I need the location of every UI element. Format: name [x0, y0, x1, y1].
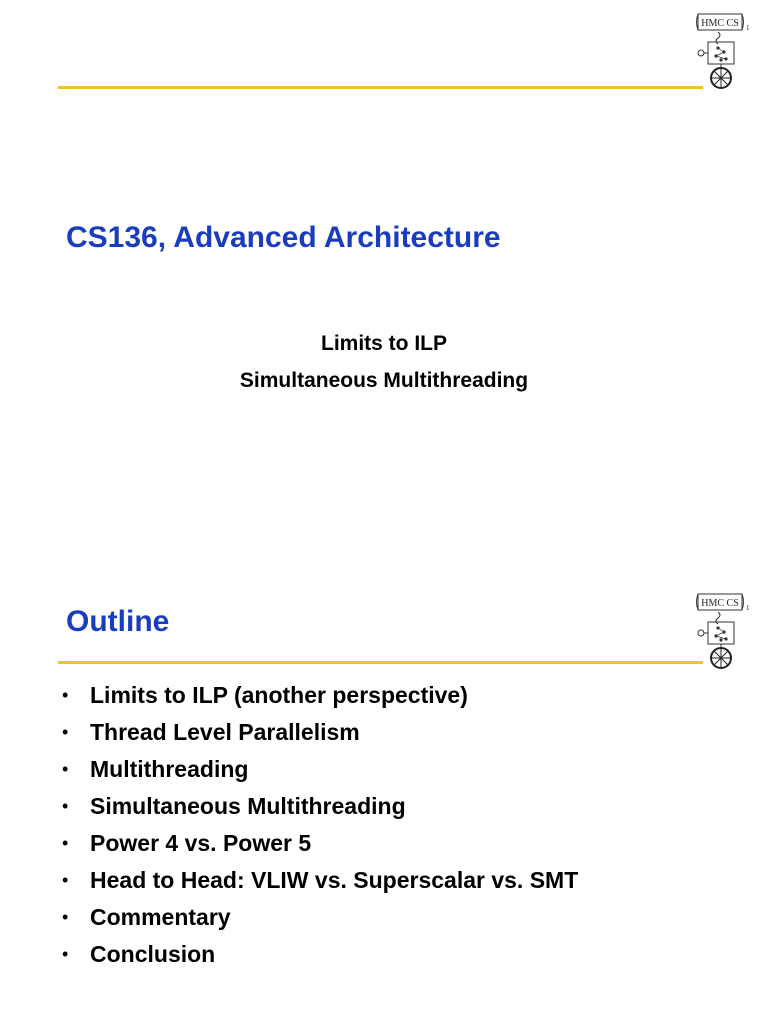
- bullet-icon: •: [62, 870, 69, 890]
- list-item-text: Simultaneous Multithreading: [90, 793, 406, 819]
- header-rule: [58, 661, 703, 664]
- slide-title: Outline: [66, 605, 170, 638]
- bullet-icon: •: [62, 833, 69, 853]
- slide-title: CS136, Advanced Architecture: [66, 221, 501, 254]
- list-item-text: Limits to ILP (another perspective): [90, 682, 468, 708]
- subtitle-line-2: Simultaneous Multithreading: [239, 369, 529, 392]
- subtitle-line-1: Limits to ILP: [321, 332, 447, 355]
- list-item-text: Conclusion: [90, 941, 216, 967]
- bullet-icon: •: [62, 907, 69, 927]
- svg-text:HMC CS: HMC CS: [701, 598, 739, 609]
- list-item-text: Thread Level Parallelism: [90, 719, 360, 745]
- bullet-icon: •: [62, 722, 69, 742]
- outline-slide: [0, 560, 768, 1024]
- list-item-text: Power 4 vs. Power 5: [90, 830, 312, 856]
- list-item-text: Multithreading: [90, 756, 249, 782]
- header-rule: [58, 86, 703, 89]
- hmc-cs-logo: [692, 8, 752, 92]
- hmc-cs-logo: [692, 588, 752, 672]
- bullet-icon: •: [62, 944, 69, 964]
- svg-text:HMC CS: HMC CS: [701, 18, 739, 29]
- list-item-text: Head to Head: VLIW vs. Superscalar vs. SMT: [90, 867, 579, 893]
- bullet-icon: •: [62, 796, 69, 816]
- svg-text:1: 1: [746, 24, 750, 32]
- svg-text:1: 1: [746, 604, 750, 612]
- bullet-icon: •: [62, 759, 69, 779]
- bullet-icon: •: [62, 685, 69, 705]
- list-item-text: Commentary: [90, 904, 231, 930]
